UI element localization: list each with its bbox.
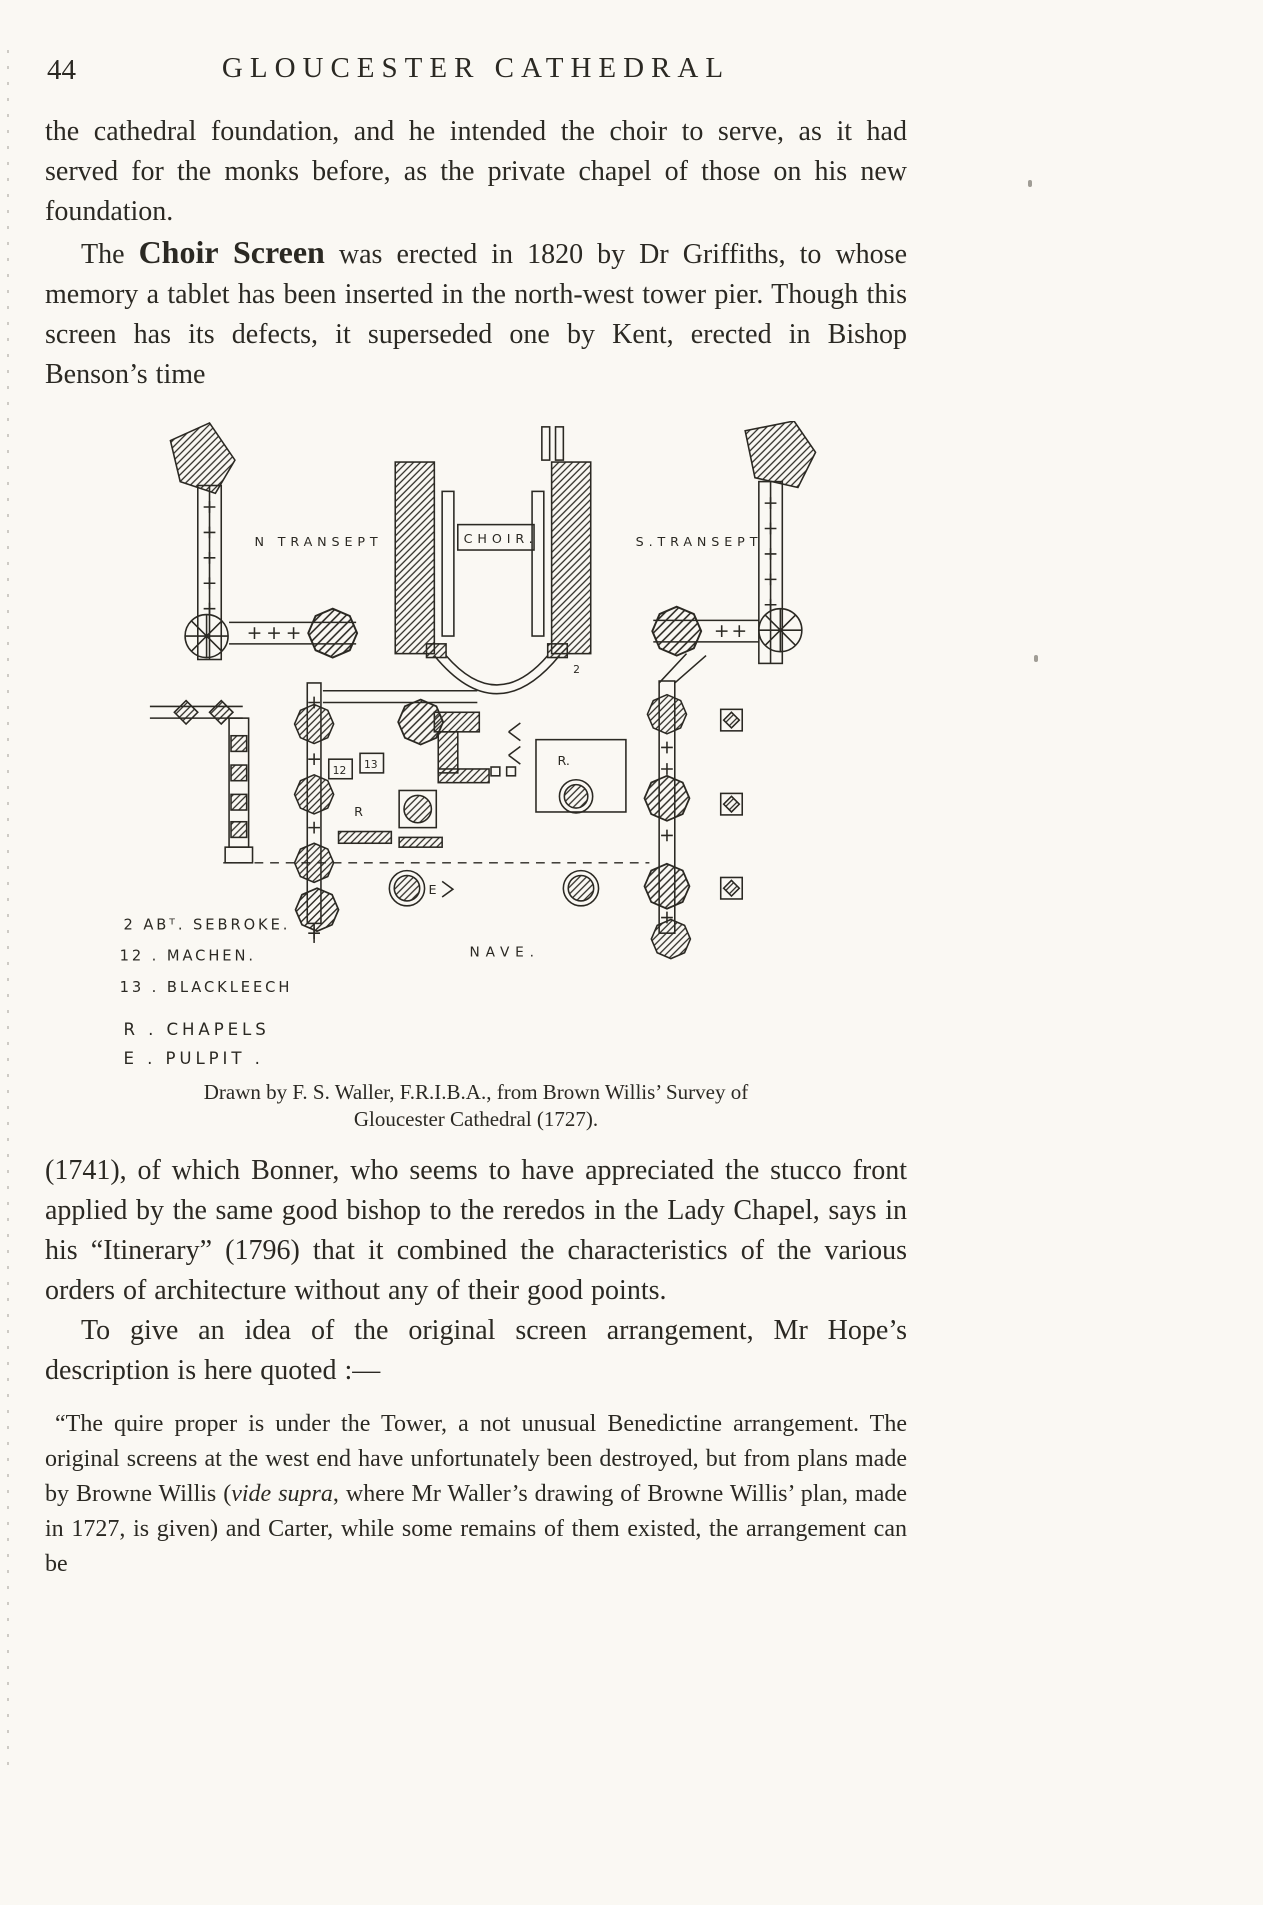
legend-item: 12 . MACHEN. xyxy=(119,947,256,965)
floor-plan-figure xyxy=(45,421,907,1133)
south-chapel-squares xyxy=(721,709,743,899)
nave-piers xyxy=(389,871,598,906)
cathedral-floor-plan xyxy=(97,421,887,1071)
text-run: was erected in 1820 by Dr Griffiths, to whose memory a tablet has been inserted in the north-west tower pier. Though this screen has its defects, it superseded one by Kent, erected in Bishop Benson’s time xyxy=(45,239,908,390)
choir-label: CHOIR. xyxy=(463,531,538,547)
paragraph-1: the cathedral foundation, and he intended the choir to serve, as it had served for the monks before, as the private chapel of those on his new foundation. xyxy=(45,116,907,227)
plan-legend xyxy=(120,916,293,1068)
page-content xyxy=(45,48,907,1582)
legend-item: E . PULPIT . xyxy=(123,1049,264,1069)
figure-caption xyxy=(45,1079,907,1133)
chapel-block-east xyxy=(509,723,626,813)
text-run: , where Mr Waller’s drawing of Browne Willis’ plan, made in 1727, is given) and Carter, while some remains of them existed, the arrangement can be xyxy=(45,1481,908,1577)
spiral-stair-icon xyxy=(759,609,802,652)
scan-speck xyxy=(1034,655,1038,662)
legend-item: R . CHAPELS xyxy=(123,1019,270,1039)
scan-speck xyxy=(1028,180,1032,187)
chapel-letter-r: R xyxy=(354,803,364,819)
choir-screen-heading: Choir Screen xyxy=(138,234,325,270)
north-transept-label: N TRANSEPT xyxy=(254,534,383,550)
scan-artifact-line xyxy=(7,50,9,1770)
spiral-stair-icon xyxy=(185,615,228,658)
blackleech-chantry-number: 13 xyxy=(363,757,378,771)
paragraph-4: To give an idea of the original screen arrangement, Mr Hope’s description is here quoted :— xyxy=(45,1315,907,1386)
legend-item: 13 . BLACKLEECH xyxy=(119,978,293,996)
caption-line: Drawn by F. S. Waller, F.R.I.B.A., from Brown Willis’ Survey of xyxy=(203,1080,749,1104)
text-run: The xyxy=(81,239,139,270)
sebroke-chantry-number: 2 xyxy=(573,663,580,677)
machen-chantry-number: 12 xyxy=(332,763,347,777)
page-header xyxy=(45,48,907,94)
nave-south-wall xyxy=(644,654,706,959)
south-transept-label: S.TRANSEPT xyxy=(635,534,763,550)
paragraph-3: (1741), of which Bonner, who seems to have appreciated the stucco front applied by the same good bishop to the reredos in the Lady Chapel, says in his “Itinerary” (1796) that it combined the characteristics of the various orders of architecture without any of their good points. xyxy=(45,1155,907,1306)
quoted-paragraph xyxy=(45,1407,907,1582)
nave-label: NAVE. xyxy=(469,944,540,961)
choir-structure xyxy=(395,427,590,694)
page-number: 44 xyxy=(47,54,76,86)
nave-north-wall xyxy=(295,683,339,943)
italic-run: vide supra xyxy=(231,1481,333,1507)
legend-item: 2 ABᵀ. SEBROKE. xyxy=(123,916,291,934)
caption-line: Gloucester Cathedral (1727). xyxy=(353,1107,599,1131)
page-title: GLOUCESTER CATHEDRAL xyxy=(221,52,731,84)
text-run: “The quire proper is under the Tower, a not unusual Benedictine arrangement. The original screens at the west end have unfortunately been destroyed, but from plans made by Browne Willis ( xyxy=(45,1411,907,1507)
paragraph-2 xyxy=(45,232,907,395)
north-aisle-chapels xyxy=(150,701,253,863)
chapel-letter-r: R. xyxy=(557,753,570,769)
chapel-block-west xyxy=(323,691,516,847)
pulpit-letter-e: E xyxy=(428,882,437,898)
